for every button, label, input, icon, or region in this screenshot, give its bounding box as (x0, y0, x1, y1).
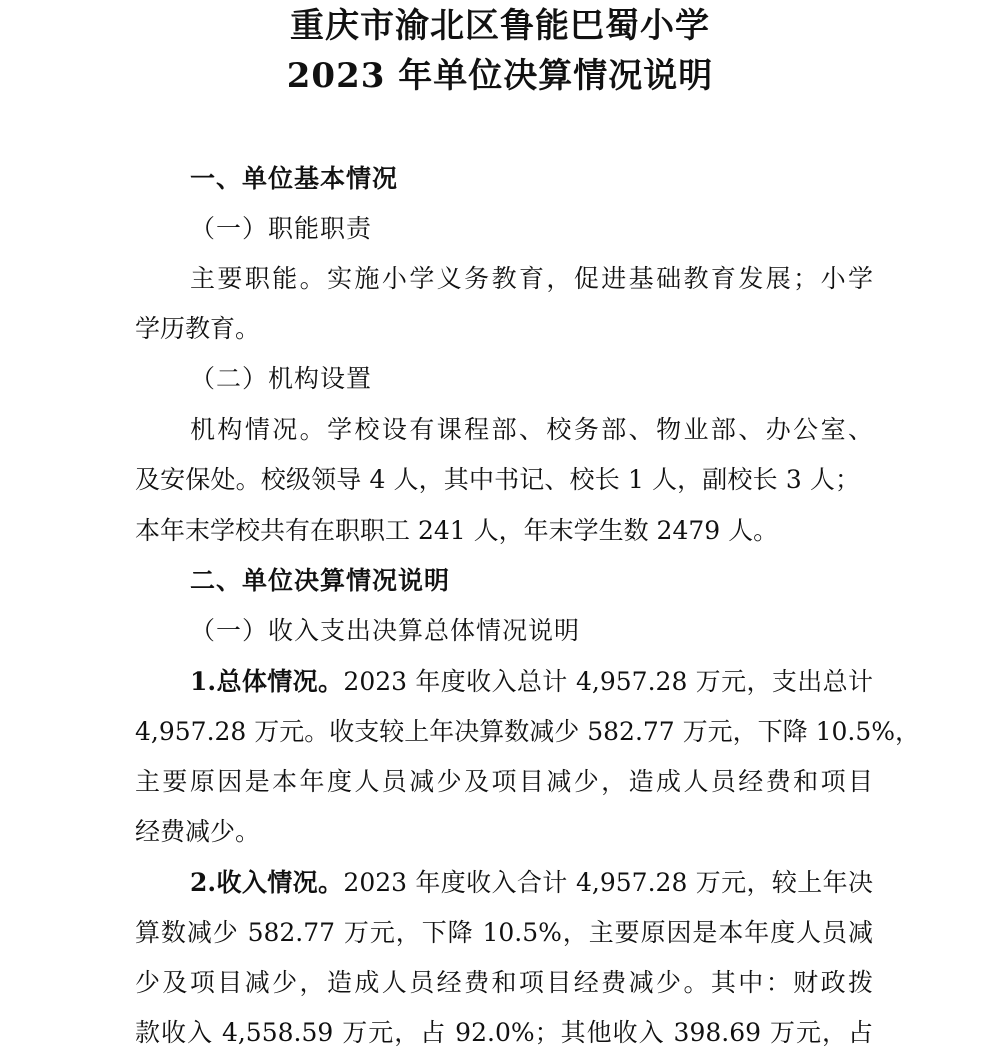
section1-sub1-heading: （一）职能职责 (190, 214, 373, 243)
paragraph-overall-line: 主要原因是本年度人员减少及项目减少，造成人员经费和项目 (135, 767, 873, 796)
section1-sub1-para-line: 主要职能。实施小学义务教育，促进基础教育发展；小学 (190, 264, 873, 293)
section1-sub2-para-line: 本年末学校共有在职职工 241 人，年末学生数 2479 人。 (135, 516, 779, 545)
section1-sub1-para-line: 学历教育。 (135, 314, 261, 343)
paragraph-overall-line1 (190, 666, 873, 698)
paragraph-income-line: 少及项目减少，造成人员经费和项目经费减少。其中：财政拨 (135, 968, 873, 997)
paragraph-income-line1 (190, 867, 873, 899)
document-title-line2: 2023 年单位决算情况说明 (286, 56, 714, 96)
paragraph-income-line: 算数减少 582.77 万元，下降 10.5%，主要原因是本年度人员减 (135, 918, 873, 947)
section2-heading: 二、单位决算情况说明 (190, 566, 451, 595)
section1-sub2-heading: （二）机构设置 (190, 364, 373, 393)
paragraph-overall-line: 经费减少。 (135, 817, 261, 846)
paragraph-income-lead: 2.收入情况。 (190, 868, 344, 897)
paragraph-overall-lead: 1.总体情况。 (190, 667, 344, 696)
section1-sub2-para-line: 及安保处。校级领导 4 人，其中书记、校长 1 人，副校长 3 人； (135, 465, 860, 494)
document-title-line1: 重庆市渝北区鲁能巴蜀小学 (290, 6, 710, 46)
paragraph-income-line: 款收入 4,558.59 万元，占 92.0%；其他收入 398.69 万元，占 (135, 1018, 873, 1047)
paragraph-income-text: 2023 年度收入合计 4,957.28 万元，较上年决 (343, 868, 873, 897)
section2-sub1-heading: （一）收入支出决算总体情况说明 (190, 616, 581, 645)
paragraph-overall-text: 2023 年度收入总计 4,957.28 万元，支出总计 (343, 667, 873, 696)
section1-sub2-para-line: 机构情况。学校设有课程部、校务部、物业部、办公室、 (190, 415, 873, 444)
paragraph-overall-line: 4,957.28 万元。收支较上年决算数减少 582.77 万元，下降 10.5%， (135, 717, 921, 746)
section1-heading: 一、单位基本情况 (190, 164, 399, 193)
